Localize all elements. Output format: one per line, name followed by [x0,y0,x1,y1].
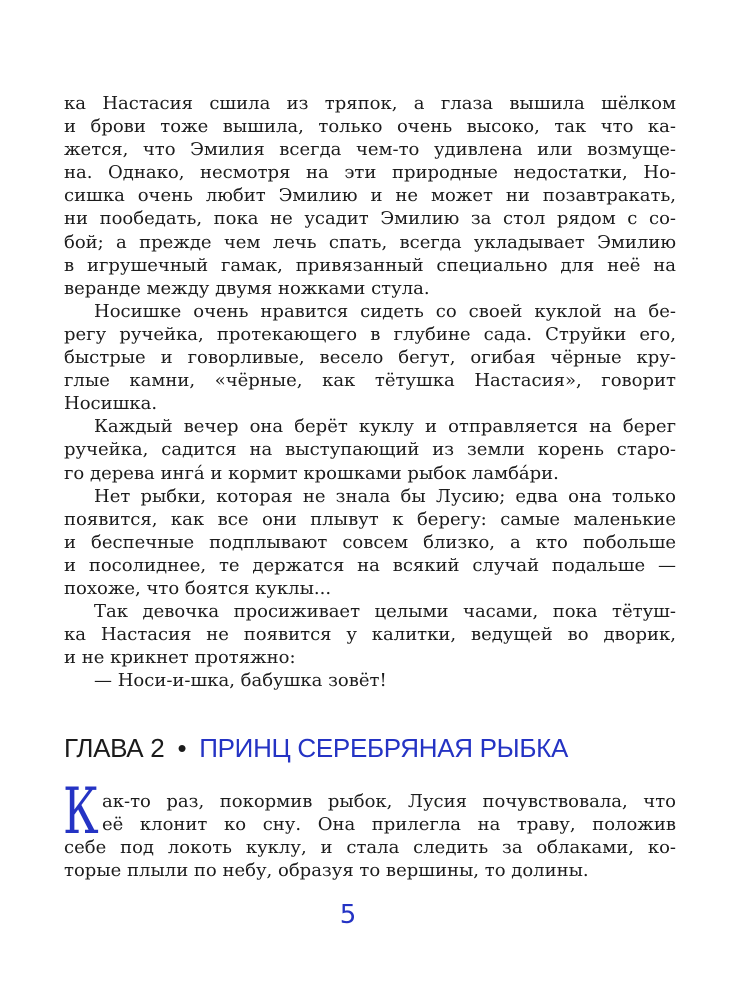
text-line: и беспечные подплывают совсем близко, а кто побольше [64,531,676,553]
text-line: торые плыли по небу, образуя то вершины, то долины. [64,860,589,882]
text-line: Носишка. [64,393,158,415]
chapter-label: ГЛАВА 2 [64,733,165,763]
chapter-title: ПРИНЦ СЕРЕБРЯНАЯ РЫБКА [199,733,569,763]
paragraph [64,300,676,415]
chapter-heading [64,730,568,766]
text-line: её клонит ко сну. Она прилегла на траву, положив [102,814,676,836]
chapter-separator: • [177,733,187,763]
text-line: ручейка, садится на выступающий из земли корень старо- [64,439,676,461]
text-line: Нет рыбки, которая не знала бы Лусию; едва она только [94,485,676,507]
body-text [64,92,676,692]
text-line: регу ручейка, протекающего в глубине сада. Струйки его, [64,323,676,345]
text-line: ка Настасия не появится у калитки, ведущей во дворик, [64,624,676,646]
paragraph [64,485,676,600]
text-line: жется, что Эмилия всегда чем-то удивлена или возмуще- [64,139,676,161]
text-line: на. Однако, несмотря на эти природные недостатки, Но- [64,162,676,184]
text-line: ни пообедать, пока не усадит Эмилию за стол рядом с со- [64,208,676,230]
text-line: себе под локоть куклу, и стала следить за облаками, ко- [64,837,676,859]
text-line: и посолиднее, те держатся на всякий случай подальше — [64,554,676,576]
text-line: ка Настасия сшила из тряпок, а глаза вышила шёлком [64,93,676,114]
paragraph [64,415,676,484]
page-number: 5 [339,900,357,930]
drop-cap-letter: К [63,774,99,850]
paragraph [64,600,676,669]
text-line: ак-то раз, покормив рыбок, Лусия почувствовала, что [102,791,676,812]
text-line: похоже, что боятся куклы... [64,577,332,599]
text-line: в игрушечный гамак, привязанный специально для неё на [64,254,676,276]
text-line: бой; а прежде чем лечь спать, всегда укладывает Эмилию [64,231,676,253]
text-line: быстрые и говорливые, весело бегут, огибая чёрные кру- [64,347,676,369]
text-line: Каждый вечер она берёт куклу и отправляется на берег [94,416,676,438]
paragraph [64,92,676,300]
text-line: го дерева инга́ и кормит крошками рыбок ламба́ри. [64,462,559,484]
text-line: сишка очень любит Эмилию и не может ни позавтракать, [64,185,676,207]
dialogue-paragraph [64,669,676,692]
text-line: Так девочка просиживает целыми часами, пока тётуш- [94,601,676,623]
text-line: и не крикнет протяжно: [64,647,296,669]
text-line: глые камни, «чёрные, как тётушка Настасия», говорит [64,370,676,392]
text-line: веранде между двумя ножками стула. [64,277,430,299]
text-line: появится, как все они плывут к берегу: самые маленькие [64,508,676,530]
text-line: и брови тоже вышила, только очень высоко, так что ка- [64,116,676,138]
text-line: — Носи-и-шка, бабушка зовёт! [94,670,387,692]
opening-paragraph [64,790,676,882]
text-line: Носишке очень нравится сидеть со своей куклой на бе- [94,300,676,322]
